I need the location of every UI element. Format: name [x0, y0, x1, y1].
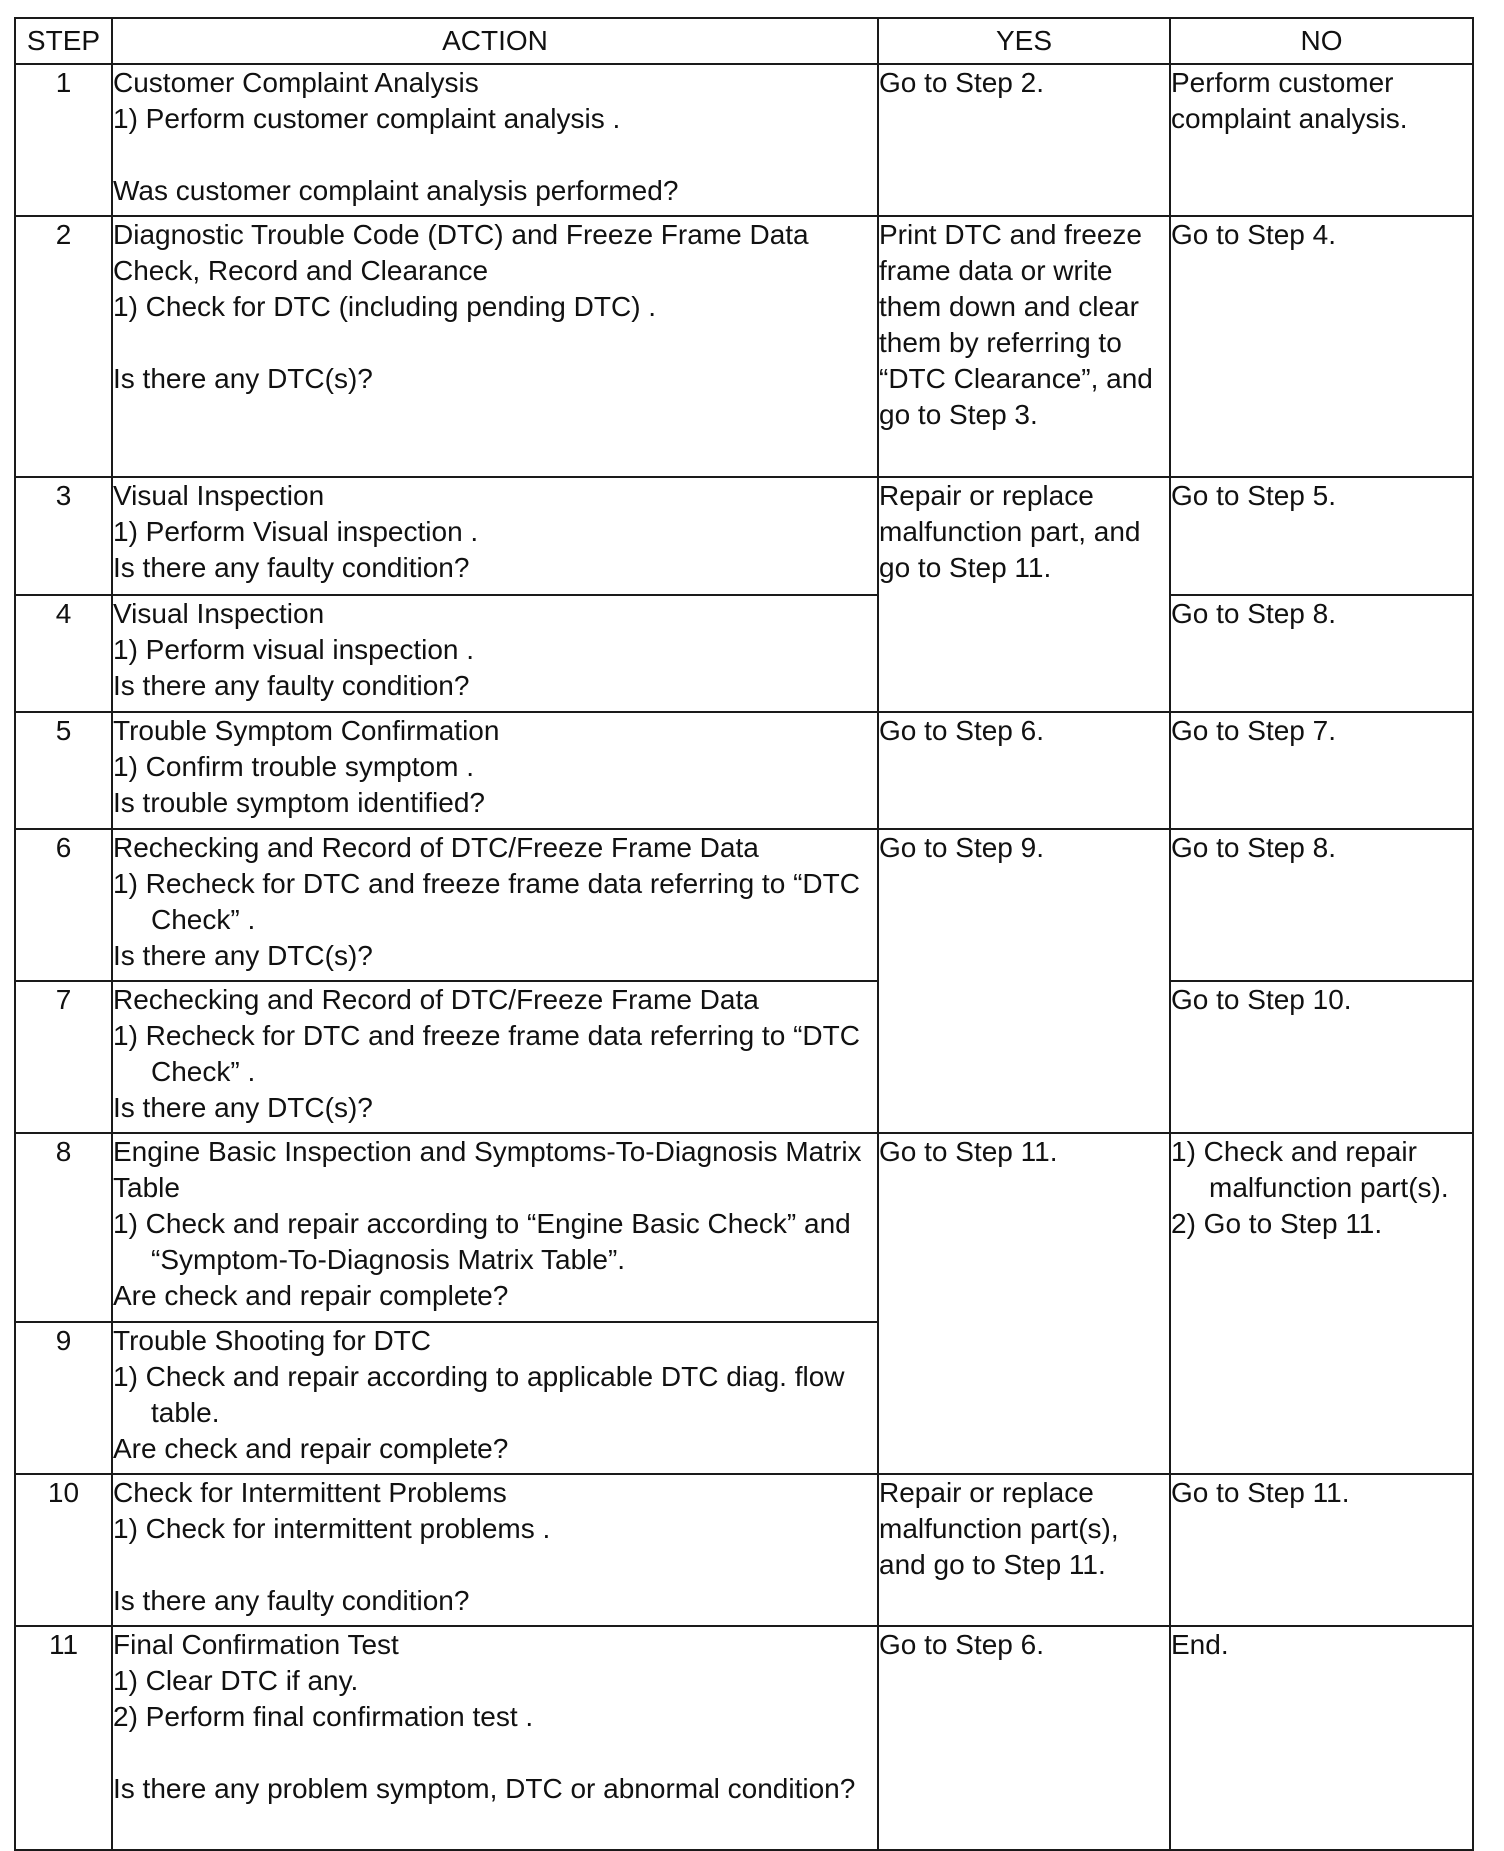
action-title: Rechecking and Record of DTC/Freeze Frame Data [113, 984, 759, 1015]
action-title: Visual Inspection [113, 598, 325, 629]
action-cell [112, 712, 878, 829]
table-row [15, 1133, 1473, 1322]
table-row [15, 216, 1473, 477]
action-item: 1) Clear DTC if any. [113, 1665, 359, 1696]
action-item: 1) Recheck for DTC and freeze frame data referring to “DTC Check” . [113, 1020, 860, 1087]
step-number: 6 [15, 829, 112, 981]
step-number: 9 [15, 1322, 112, 1474]
yes-cell: Go to Step 2. [878, 64, 1170, 216]
action-cell [112, 595, 878, 712]
action-title: Final Confirmation Test [113, 1629, 399, 1660]
table-row [15, 829, 1473, 981]
header-row [15, 18, 1473, 64]
action-cell [112, 1626, 878, 1850]
action-item: 1) Perform Visual inspection . [113, 516, 479, 547]
action-question: Is there any DTC(s)? [113, 363, 373, 394]
action-question: Is there any DTC(s)? [113, 940, 373, 971]
action-item: 1) Check for intermittent problems . [113, 1513, 551, 1544]
action-cell [112, 216, 878, 477]
no-cell: Go to Step 5. [1170, 477, 1473, 595]
action-cell [112, 477, 878, 595]
table-row [15, 1626, 1473, 1850]
yes-cell: Go to Step 6. [878, 712, 1170, 829]
no-cell: Go to Step 4. [1170, 216, 1473, 477]
action-cell [112, 1322, 878, 1474]
action-item: 1) Perform customer complaint analysis . [113, 103, 621, 134]
action-cell [112, 1474, 878, 1626]
no-cell: Go to Step 8. [1170, 595, 1473, 712]
step-number: 2 [15, 216, 112, 477]
action-question: Are check and repair complete? [113, 1280, 509, 1311]
yes-cell: Go to Step 9. [878, 829, 1170, 1133]
table-row [15, 1474, 1473, 1626]
step-number: 8 [15, 1133, 112, 1322]
table-row [15, 981, 1473, 1133]
action-item: 1) Confirm trouble symptom . [113, 751, 474, 782]
header-yes: YES [878, 18, 1170, 64]
yes-cell: Print DTC and freeze frame data or write them down and clear them by referring to “DTC Clearance”, and go to Step 3. [878, 216, 1170, 477]
step-number: 11 [15, 1626, 112, 1850]
header-no: NO [1170, 18, 1473, 64]
action-item: 1) Recheck for DTC and freeze frame data referring to “DTC Check” . [113, 868, 860, 935]
no-cell: Perform customer complaint analysis. [1170, 64, 1473, 216]
action-cell [112, 981, 878, 1133]
table-row [15, 477, 1473, 595]
no-cell: Go to Step 10. [1170, 981, 1473, 1133]
action-question: Are check and repair complete? [113, 1433, 509, 1464]
no-cell: Go to Step 7. [1170, 712, 1473, 829]
step-number: 3 [15, 477, 112, 595]
action-question: Is there any DTC(s)? [113, 1092, 373, 1123]
table-row [15, 595, 1473, 712]
table-row [15, 712, 1473, 829]
action-item: 1) Perform visual inspection . [113, 634, 475, 665]
action-item: 1) Check for DTC (including pending DTC) . [113, 291, 657, 322]
header-step: STEP [15, 18, 112, 64]
step-number: 10 [15, 1474, 112, 1626]
action-cell [112, 829, 878, 981]
yes-cell: Repair or replace malfunction part(s), and go to Step 11. [878, 1474, 1170, 1626]
action-title: Engine Basic Inspection and Symptoms-To-Diagnosis Matrix Table [113, 1136, 869, 1203]
no-cell: End. [1170, 1626, 1473, 1850]
action-title: Diagnostic Trouble Code (DTC) and Freeze Frame Data Check, Record and Clearance [113, 219, 817, 286]
no-cell [1170, 1133, 1473, 1474]
no-item: 2) Go to Step 11. [1171, 1208, 1383, 1239]
table-row [15, 64, 1473, 216]
diagnostic-flow-table [14, 17, 1474, 1851]
step-number: 5 [15, 712, 112, 829]
action-item: 2) Perform final confirmation test . [113, 1701, 534, 1732]
action-title: Check for Intermittent Problems [113, 1477, 507, 1508]
action-title: Trouble Symptom Confirmation [113, 715, 500, 746]
action-question: Was customer complaint analysis performed? [113, 175, 679, 206]
step-number: 7 [15, 981, 112, 1133]
action-question: Is there any problem symptom, DTC or abnormal condition? [113, 1773, 856, 1804]
step-number: 1 [15, 64, 112, 216]
yes-cell: Go to Step 6. [878, 1626, 1170, 1850]
yes-cell: Go to Step 11. [878, 1133, 1170, 1474]
action-question: Is trouble symptom identified? [113, 787, 485, 818]
action-question: Is there any faulty condition? [113, 552, 470, 583]
no-cell: Go to Step 8. [1170, 829, 1473, 981]
header-action: ACTION [112, 18, 878, 64]
action-title: Rechecking and Record of DTC/Freeze Frame Data [113, 832, 759, 863]
action-cell [112, 64, 878, 216]
step-number: 4 [15, 595, 112, 712]
action-title: Trouble Shooting for DTC [113, 1325, 431, 1356]
action-item: 1) Check and repair according to “Engine Basic Check” and “Symptom-To-Diagnosis Matrix Table”. [113, 1208, 851, 1275]
action-cell [112, 1133, 878, 1322]
no-cell: Go to Step 11. [1170, 1474, 1473, 1626]
action-item: 1) Check and repair according to applicable DTC diag. flow table. [113, 1361, 845, 1428]
yes-cell: Repair or replace malfunction part, and go to Step 11. [878, 477, 1170, 712]
action-question: Is there any faulty condition? [113, 1585, 470, 1616]
no-item: 1) Check and repair malfunction part(s). [1171, 1136, 1449, 1203]
action-question: Is there any faulty condition? [113, 670, 470, 701]
action-title: Visual Inspection [113, 480, 325, 511]
action-title: Customer Complaint Analysis [113, 67, 479, 98]
